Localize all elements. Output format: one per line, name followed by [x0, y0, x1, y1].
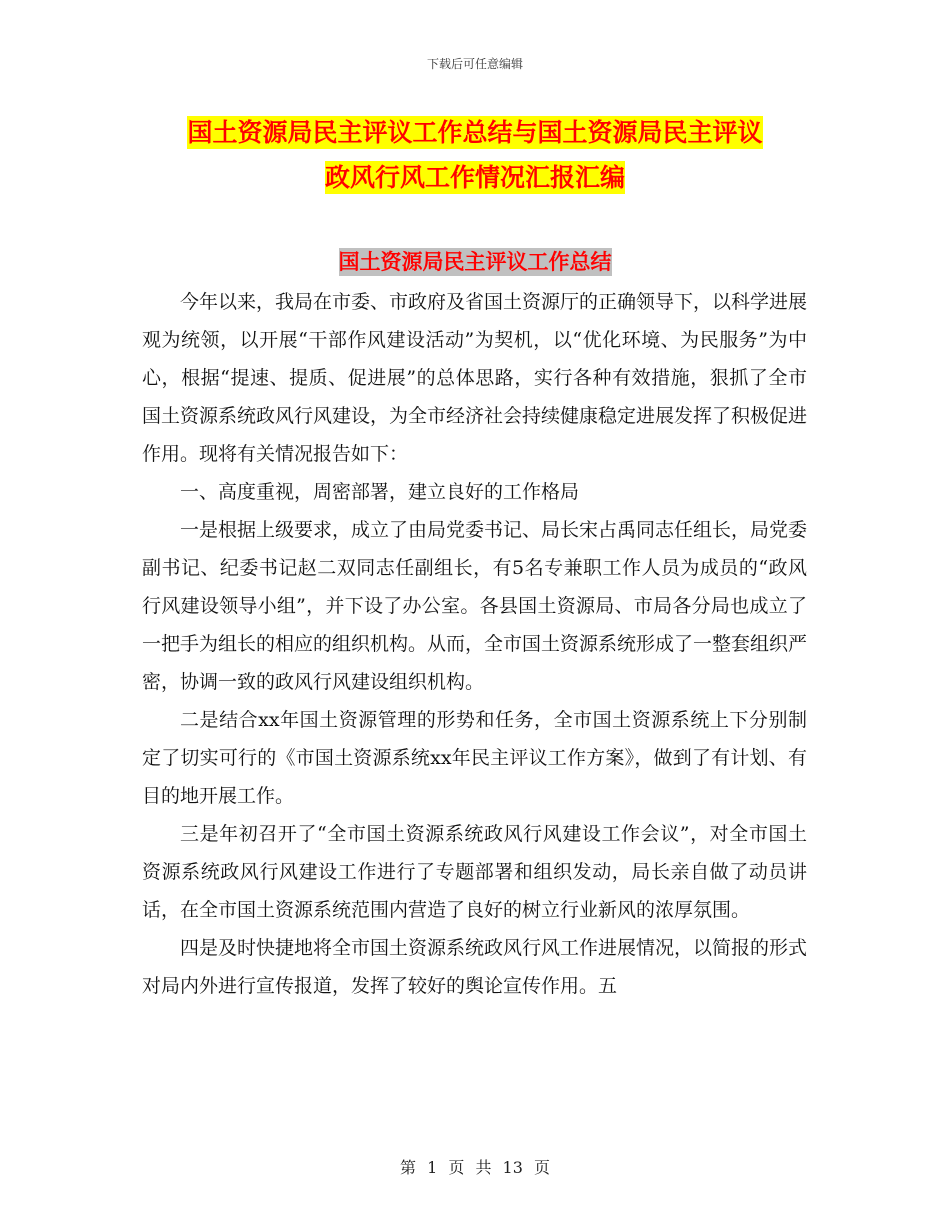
paragraph-heading-1: 一、高度重视，周密部署，建立良好的工作格局 [180, 481, 580, 503]
section-title-text: 国土资源局民主评议工作总结 [338, 250, 612, 274]
paragraph-intro: 今年以来，我局在市委、市政府及省国土资源厅的正确领导下，以科学进展观为统领，以开展“干部作风建设活动”为契机，以“优化环境、为民服务”为中心，根据“提速、提质、促进展”的总体思路，实行各种有效措施，狠抓了全市国土资源系统政风行风建设，为全市经济社会持续健康稳定进展发挥了积极促进作用。现将有关情况报告如下： [142, 291, 808, 465]
title-highlight-1: 国土资源局民主评议工作总结与国土资源局民主评议 [187, 118, 763, 147]
title-highlight-2: 政风行风工作情况汇报汇编 [324, 163, 625, 192]
section-title [0, 244, 950, 280]
document-title [0, 110, 950, 200]
header-note: 下载后可任意编辑 [426, 57, 523, 71]
paragraph-point-2: 二是结合xx年国土资源管理的形势和任务，全市国土资源系统上下分别制定了切实可行的《市国土资源系统xx年民主评议工作方案》，做到了有计划、有目的地开展工作。 [142, 709, 807, 807]
paragraph-point-1: 一是根据上级要求，成立了由局党委书记、局长宋占禹同志任组长，局党委副书记、纪委书记赵二双同志任副组长，有5名专兼职工作人员为成员的“政风行风建设领导小组”，并下设了办公室。各县国土资源局、市局各分局也成立了一把手为组长的相应的组织机构。从而，全市国土资源系统形成了一整套组织严密，协调一致的政风行风建设组织机构。 [142, 519, 808, 693]
document-title-line-2 [0, 155, 950, 200]
paragraph-point-4: 四是及时快捷地将全市国土资源系统政风行风工作进展情况，以简报的形式对局内外进行宣传报道，发挥了较好的舆论宣传作用。五 [142, 937, 808, 997]
paragraph-point-3: 三是年初召开了“全市国土资源系统政风行风建设工作会议”，对全市国土资源系统政风行风建设工作进行了专题部署和组织发动，局长亲自做了动员讲话，在全市国土资源系统范围内营造了良好的树立行业新风的浓厚氛围。 [142, 823, 807, 921]
document-body [142, 283, 807, 1005]
document-title-line-1 [0, 110, 950, 155]
page-footer: 第 1 页 共 13 页 [400, 1158, 550, 1177]
